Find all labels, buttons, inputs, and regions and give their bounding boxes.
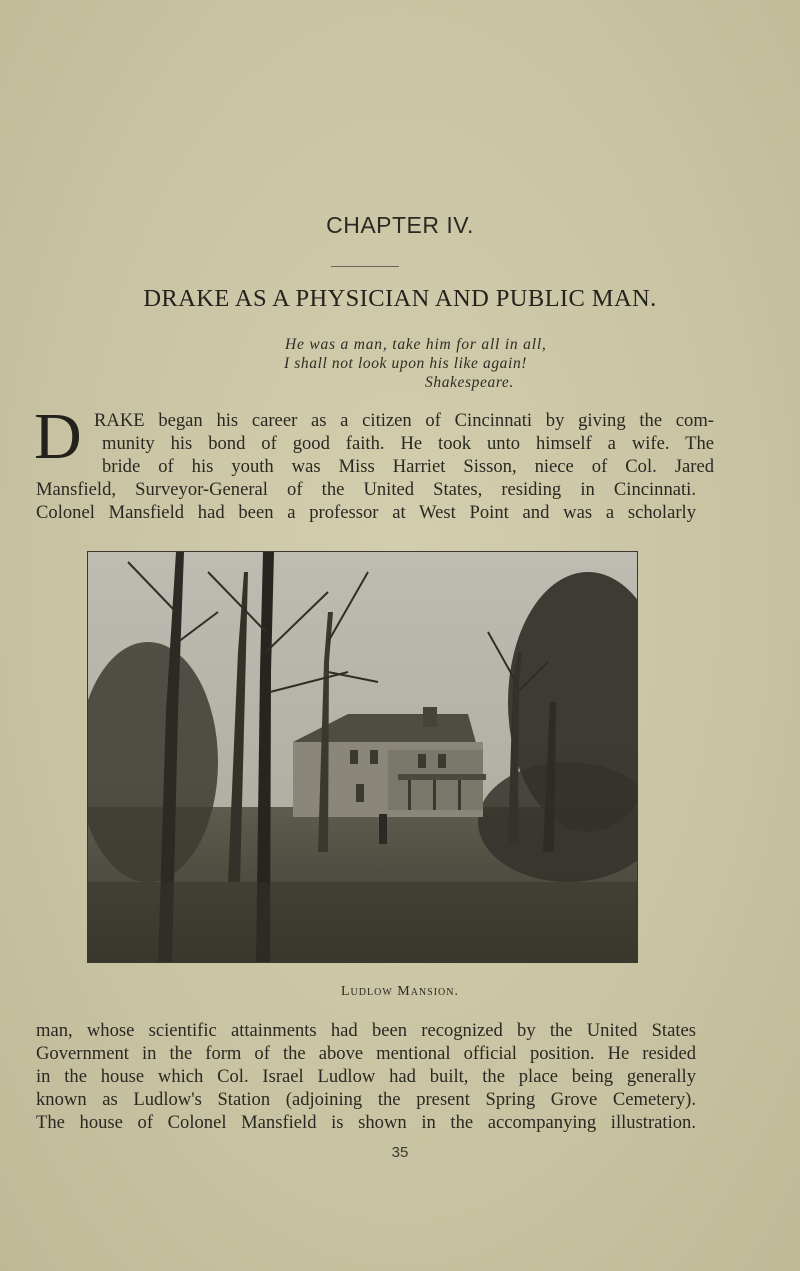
chapter-title: DRAKE AS A PHYSICIAN AND PUBLIC MAN. [143, 285, 657, 312]
epigraph-line: I shall not look upon his like again! [284, 355, 528, 372]
figure-caption: Ludlow Mansion. [341, 984, 459, 999]
heading-rule [331, 266, 399, 267]
text-line: in the house which Col. Israel Ludlow had built, the place being generally [36, 1066, 696, 1087]
ludlow-mansion-photo [87, 551, 638, 963]
epigraph-attribution: Shakespeare. [425, 374, 514, 391]
text-line: The house of Colonel Mansfield is shown in the accompanying illustration. [36, 1112, 696, 1133]
mansion-illustration [88, 552, 638, 963]
text-line: RAKE began his career as a citizen of Cincinnati by giving the com- [94, 410, 714, 431]
text-line: bride of his youth was Miss Harriet Sisson, niece of Col. Jared [102, 456, 714, 477]
text-line: man, whose scientific attainments had been recognized by the United States [36, 1020, 696, 1041]
text-line: Mansfield, Surveyor-General of the United States, residing in Cincinnati. [36, 479, 696, 500]
text-line: Government in the form of the above mentional official position. He resided [36, 1043, 696, 1064]
drop-cap: D [34, 400, 82, 473]
text-line: known as Ludlow's Station (adjoining the present Spring Grove Cemetery). [36, 1089, 696, 1110]
text-line: Colonel Mansfield had been a professor at West Point and was a scholarly [36, 502, 696, 523]
chapter-heading: CHAPTER IV. [326, 212, 474, 238]
text-line: munity his bond of good faith. He took unto himself a wife. The [102, 433, 714, 454]
page-number: 35 [391, 1144, 409, 1161]
epigraph-line: He was a man, take him for all in all, [285, 336, 547, 353]
